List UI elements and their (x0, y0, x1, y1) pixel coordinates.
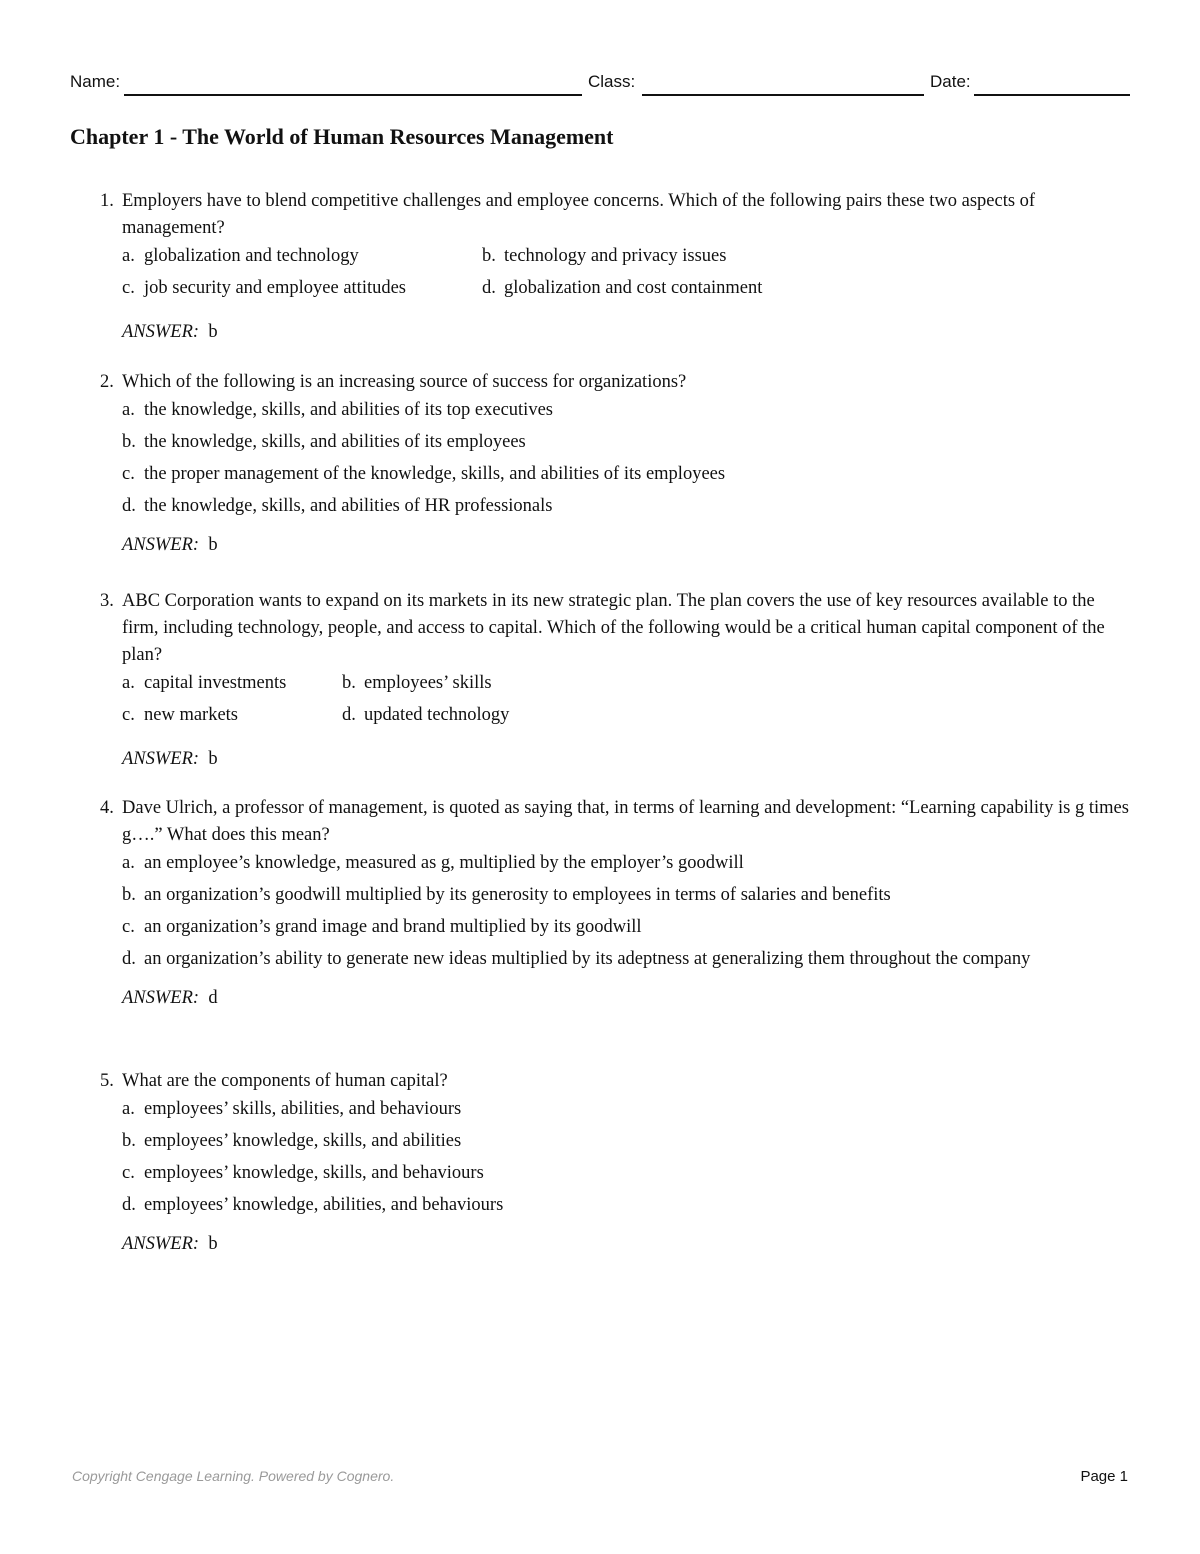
name-line (124, 94, 582, 96)
option-text: job security and employee attitudes (144, 278, 407, 298)
option-b (342, 670, 642, 697)
question-number: 4. (100, 798, 114, 818)
option-c (122, 275, 482, 302)
option-c (122, 461, 1130, 488)
question-1 (100, 188, 1130, 346)
question-number: 3. (100, 591, 114, 611)
answer-line (122, 985, 1130, 1012)
option-text: an organization’s grand image and brand multiplied by its goodwill (144, 917, 642, 937)
answer-label: ANSWER: (122, 535, 200, 555)
answer-value: b (208, 535, 218, 555)
option-a (122, 397, 1130, 424)
question-text: ABC Corporation wants to expand on its markets in its new strategic plan. The plan covers the use of key resources available to the firm, including technology, people, and access to capital. Which of the following would be a critical human capital component of the plan? (122, 591, 1105, 665)
option-d (122, 493, 1130, 520)
option-letter: c. (122, 464, 135, 484)
option-letter: d. (122, 949, 136, 969)
answer-line (122, 532, 1130, 559)
option-letter: b. (122, 432, 136, 452)
options-list (122, 243, 1130, 302)
option-c (122, 914, 1130, 941)
option-letter: d. (482, 278, 496, 298)
option-d (482, 275, 882, 302)
date-label: Date: (930, 72, 971, 91)
option-c (122, 1160, 1130, 1187)
answer-value: d (208, 988, 218, 1008)
option-text: updated technology (364, 705, 510, 725)
option-a (122, 850, 1130, 877)
option-text: employees’ knowledge, abilities, and behaviours (144, 1195, 504, 1215)
option-a (122, 670, 342, 697)
option-text: globalization and cost containment (504, 278, 763, 298)
question-4 (100, 795, 1130, 1012)
copyright-text: Copyright Cengage Learning. Powered by Cognero. (72, 1468, 395, 1484)
option-letter: d. (122, 496, 136, 516)
option-text: an organization’s goodwill multiplied by its generosity to employees in terms of salaries and benefits (144, 885, 891, 905)
option-d (342, 702, 642, 729)
options-list (122, 397, 1130, 520)
option-text: globalization and technology (144, 246, 359, 266)
answer-label: ANSWER: (122, 1234, 200, 1254)
option-letter: c. (122, 705, 135, 725)
question-number: 5. (100, 1071, 114, 1091)
option-b (482, 243, 882, 270)
option-text: employees’ knowledge, skills, and behaviours (144, 1163, 484, 1183)
option-letter: b. (342, 673, 356, 693)
answer-value: b (208, 1234, 218, 1254)
question-text: Employers have to blend competitive challenges and employee concerns. Which of the following pairs these two aspects of management? (122, 191, 1036, 238)
option-text: capital investments (144, 673, 287, 693)
option-b (122, 429, 1130, 456)
question-number: 2. (100, 372, 114, 392)
option-text: new markets (144, 705, 239, 725)
header-fields (70, 72, 1130, 98)
answer-label: ANSWER: (122, 749, 200, 769)
answer-line (122, 746, 1130, 773)
option-letter: c. (122, 1163, 135, 1183)
page-title: Chapter 1 - The World of Human Resources Management (70, 124, 614, 149)
question-text: What are the components of human capital? (122, 1071, 448, 1091)
question-number: 1. (100, 191, 114, 211)
options-list (122, 1096, 1130, 1219)
option-text: technology and privacy issues (504, 246, 727, 266)
options-list (122, 670, 1130, 729)
option-letter: b. (482, 246, 496, 266)
date-line (974, 94, 1130, 96)
option-a (122, 1096, 1130, 1123)
options-list (122, 850, 1130, 973)
option-text: an employee’s knowledge, measured as g, multiplied by the employer’s goodwill (144, 853, 744, 873)
option-letter: b. (122, 1131, 136, 1151)
option-d (122, 1192, 1130, 1219)
option-text: employees’ skills (364, 673, 492, 693)
option-text: employees’ knowledge, skills, and abilities (144, 1131, 462, 1151)
option-text: the proper management of the knowledge, skills, and abilities of its employees (144, 464, 726, 484)
option-text: the knowledge, skills, and abilities of its top executives (144, 400, 553, 420)
option-letter: d. (122, 1195, 136, 1215)
option-d (122, 946, 1130, 973)
class-label: Class: (588, 72, 636, 91)
answer-line (122, 1231, 1130, 1258)
option-text: an organization’s ability to generate new ideas multiplied by its adeptness at generalizing them throughout the company (144, 949, 1031, 969)
question-text: Dave Ulrich, a professor of management, is quoted as saying that, in terms of learning and development: “Learning capability is g times g….” What does this mean? (122, 798, 1129, 845)
question-3 (100, 588, 1130, 773)
answer-value: b (208, 322, 218, 342)
page-number: Page 1 (1080, 1468, 1128, 1485)
answer-label: ANSWER: (122, 988, 200, 1008)
option-b (122, 1128, 1130, 1155)
class-line (642, 94, 924, 96)
option-text: the knowledge, skills, and abilities of HR professionals (144, 496, 553, 516)
question-5 (100, 1068, 1130, 1258)
option-b (122, 882, 1130, 909)
answer-label: ANSWER: (122, 322, 200, 342)
option-letter: a. (122, 1099, 135, 1119)
option-letter: c. (122, 917, 135, 937)
option-letter: b. (122, 885, 136, 905)
option-letter: d. (342, 705, 356, 725)
option-c (122, 702, 342, 729)
name-label: Name: (70, 72, 121, 91)
option-a (122, 243, 482, 270)
option-text: employees’ skills, abilities, and behaviours (144, 1099, 462, 1119)
option-letter: a. (122, 400, 135, 420)
option-letter: a. (122, 673, 135, 693)
option-letter: a. (122, 246, 135, 266)
option-letter: c. (122, 278, 135, 298)
question-text: Which of the following is an increasing source of success for organizations? (122, 372, 687, 392)
option-text: the knowledge, skills, and abilities of its employees (144, 432, 526, 452)
option-letter: a. (122, 853, 135, 873)
answer-value: b (208, 749, 218, 769)
question-2 (100, 369, 1130, 559)
answer-line (122, 319, 1130, 346)
